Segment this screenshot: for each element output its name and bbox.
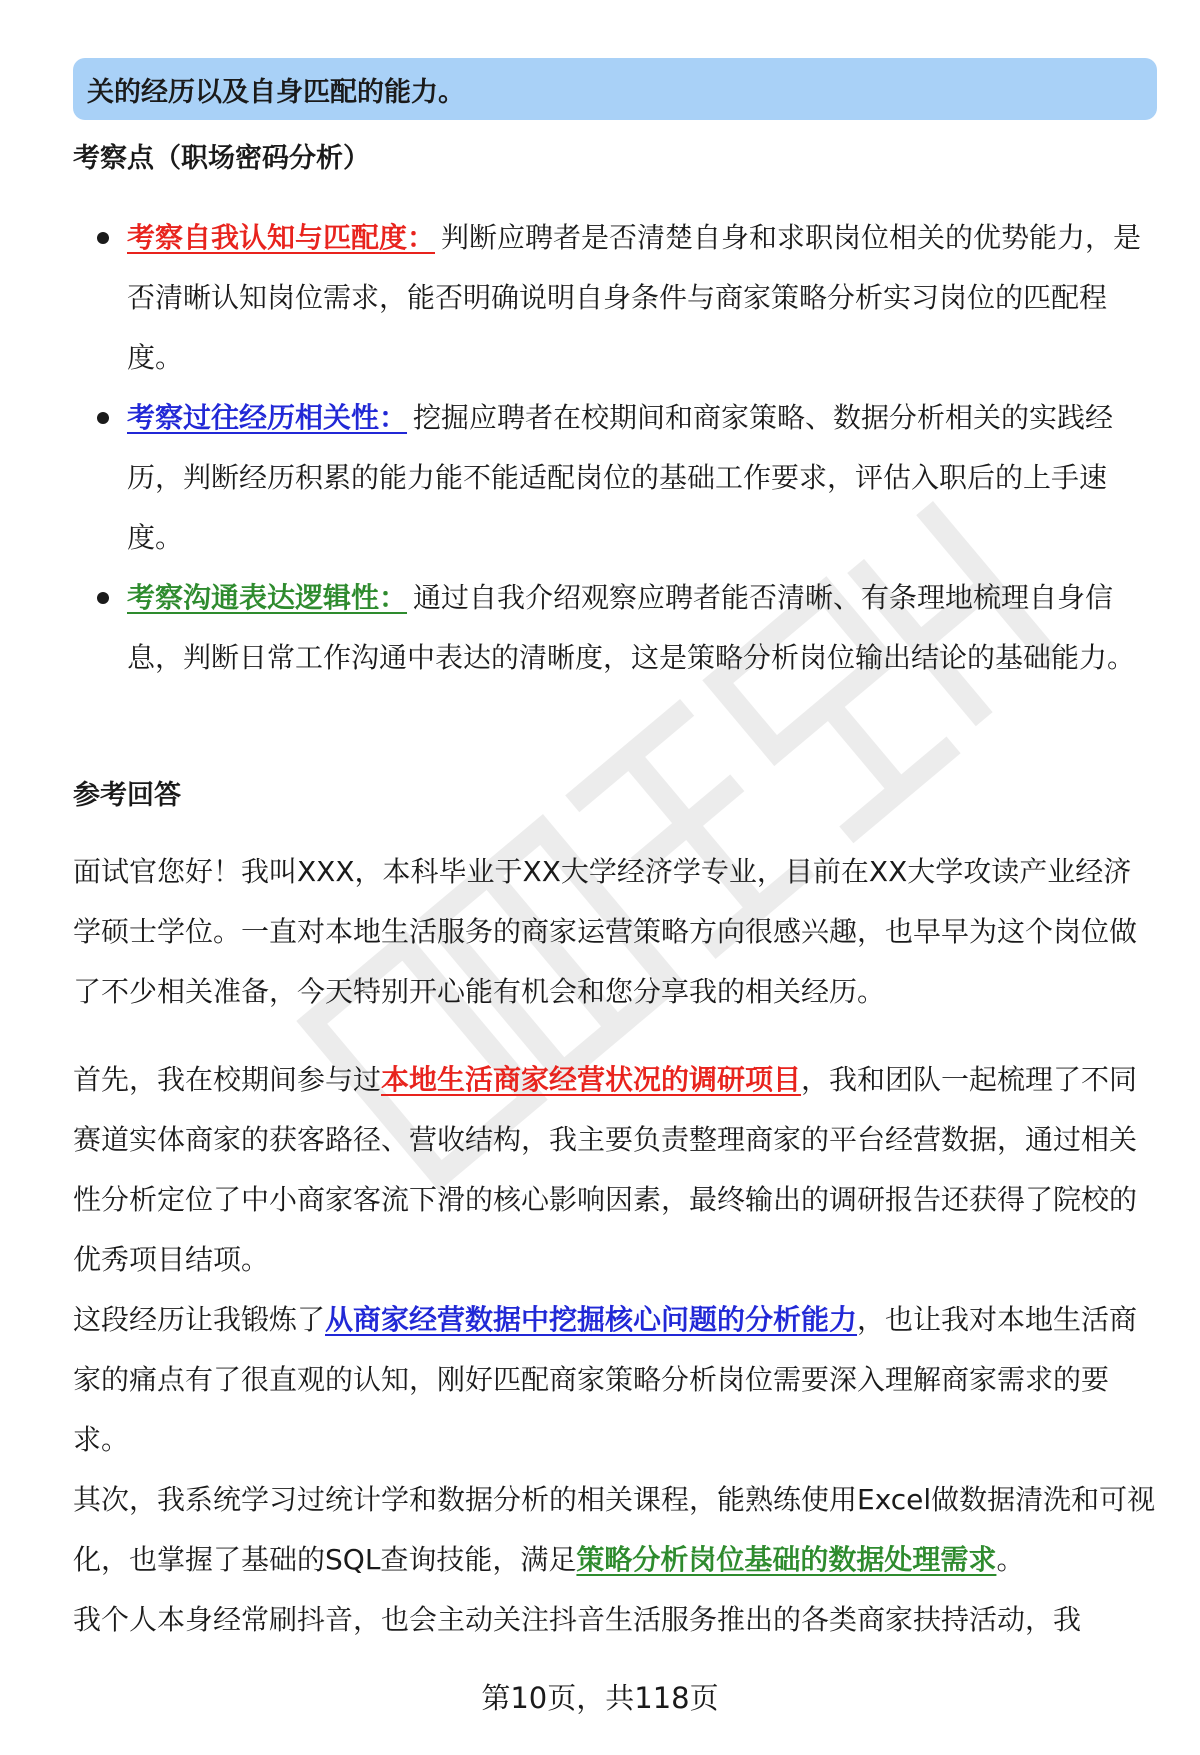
answer-paragraph-skills [73, 1470, 1157, 1590]
bullet-label: 考察过往经历相关性： [127, 401, 408, 434]
bullet-list [73, 208, 1157, 688]
bullet-label: 考察沟通表达逻辑性： [127, 581, 408, 614]
bullet-item-self-awareness [73, 208, 1157, 388]
highlight-text: 从商家经营数据中挖掘核心问题的分析能力 [325, 1303, 858, 1336]
bullet-item-experience [73, 388, 1157, 568]
paragraph-text: 首先，我在校期间参与过 [73, 1063, 382, 1096]
bullet-text: 判断应聘者是否清楚自身和求职岗位相关的优势能力，是否清晰认知岗位需求，能否明确说明自身条件与商家策略分析实习岗位的匹配程度。 [127, 221, 1142, 374]
bullet-dot-icon [97, 592, 109, 604]
section-title-ckhd: 参考回答 [73, 780, 181, 811]
paragraph-text: ，我和团队一起梳理了不同赛道实体商家的获客路径、营收结构，我主要负责整理商家的平台经营数据，通过相关性分析定位了中小商家客流下滑的核心影响因素，最终输出的调研报告还获得了院校的优秀项目结项。 [73, 1063, 1138, 1276]
bullet-item-communication [73, 568, 1157, 688]
paragraph-text: 。 [996, 1543, 1025, 1576]
bullet-label: 考察自我认知与匹配度： [127, 221, 436, 254]
answer-paragraph-ability [73, 1290, 1157, 1470]
bullet-dot-icon [97, 232, 109, 244]
bullet-dot-icon [97, 412, 109, 424]
paragraph-text: 这段经历让我锻炼了 [73, 1303, 326, 1336]
section-title-kcd: 考察点（职场密码分析） [73, 143, 370, 174]
header-banner [73, 58, 1157, 120]
bullet-text: 挖掘应聘者在校期间和商家策略、数据分析相关的实践经历，判断经历积累的能力能不能适配岗位的基础工作要求，评估入职后的上手速度。 [127, 401, 1114, 554]
bullet-text: 通过自我介绍观察应聘者能否清晰、有条理地梳理自身信息，判断日常工作沟通中表达的清晰度，这是策略分析岗位输出结论的基础能力。 [127, 581, 1136, 674]
answer-paragraph-project [73, 1050, 1157, 1290]
banner-text: 关的经历以及自身匹配的能力。 [87, 76, 465, 108]
highlight-text: 策略分析岗位基础的数据处理需求 [576, 1543, 997, 1576]
answer-paragraph-douyin: 我个人本身经常刷抖音，也会主动关注抖音生活服务推出的各类商家扶持活动，我 [73, 1603, 1082, 1636]
highlight-text: 本地生活商家经营状况的调研项目 [381, 1063, 802, 1096]
page-number: 第10页，共118页 [481, 1681, 719, 1715]
paragraph-text: ，也让我对本地生活商家的痛点有了很直观的认知，刚好匹配商家策略分析岗位需要深入理解商家需求的要求。 [73, 1303, 1138, 1456]
answer-paragraph-intro: 面试官您好！我叫XXX，本科毕业于XX大学经济学专业，目前在XX大学攻读产业经济学硕士学位。一直对本地生活服务的商家运营策略方向很感兴趣，也早早为这个岗位做了不少相关准备，今天特别开心能有机会和您分享我的相关经历。 [73, 855, 1138, 1008]
paragraph-text: 其次，我系统学习过统计学和数据分析的相关课程，能熟练使用Excel做数据清洗和可视化，也掌握了基础的SQL查询技能，满足 [73, 1483, 1156, 1576]
